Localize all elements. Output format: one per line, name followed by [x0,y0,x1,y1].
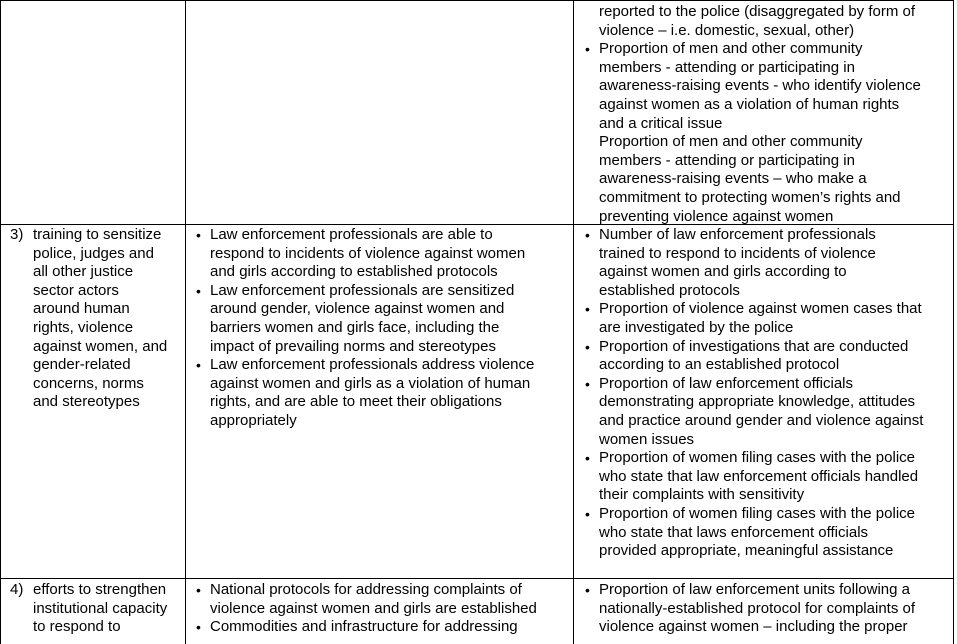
text-line: • Number of law enforcement professionals [599,226,876,243]
indicator-list [585,226,951,561]
row-4-indicators-cell [585,581,951,637]
outcome-item [196,618,570,637]
text-line: • National protocols for addressing complaints of [210,581,522,598]
text-line: women issues [599,430,695,448]
outcome-item [196,581,570,618]
text-line: gender-related [33,356,131,374]
text-line: • Proportion of investigations that are conducted [599,337,909,355]
text-line: • Proportion of violence against women cases that [599,300,922,318]
text-line: against women and girls as a violation of human [210,374,531,392]
text-line: • Proportion of law enforcement officials [599,374,854,392]
indicator-item [585,133,951,226]
text-line: around human [33,300,130,318]
text-line: and a critical issue [599,114,723,132]
text-line: trained to respond to incidents of violence [599,244,876,262]
text-line: all other justice [33,263,134,281]
indicator-list [585,581,951,637]
outcome-item [196,282,570,356]
indicator-item [585,40,951,133]
text-line: respond to incidents of violence against women [210,244,526,262]
text-line: awareness-raising events - who identify violence [599,77,921,95]
indicator-list [585,3,951,226]
table-border-top [0,0,954,1]
text-line: • Proportion of law enforcement units following a [599,581,911,598]
text-line: • Law enforcement professionals are able to [210,226,493,243]
table-border-right [953,0,954,644]
text-line: barriers women and girls face, including the [210,318,500,336]
text-line: violence – i.e. domestic, sexual, other) [599,21,855,39]
text-line: and stereotypes [33,393,140,411]
text-line: awareness-raising events – who make a [599,170,867,188]
text-line: nationally-established protocol for complaints of [599,599,916,617]
text-line: who state that laws enforcement officials [599,523,869,541]
text-line: rights, violence [33,318,134,336]
outcome-list [196,226,570,431]
indicator-item [585,300,951,337]
text-line: • Proportion of women filing cases with the police [599,504,915,522]
text-line: and practice around gender and violence against [599,411,924,429]
text-line: and girls according to established protocols [210,263,498,281]
text-line: who state that law enforcement officials handled [599,467,919,485]
indicator-item [585,375,951,449]
text-line: Proportion of men and other community [599,133,863,151]
text-line: provided appropriate, meaningful assistance [599,542,894,560]
text-line: are investigated by the police [599,318,794,336]
row-3-indicators-cell [585,226,951,561]
text-line: sector actors [33,281,119,299]
column-divider-2 [573,0,574,644]
row-4-outcomes-cell [196,581,570,637]
text-line: according to an established protocol [599,356,840,374]
text-line: members - attending or participating in [599,58,855,76]
text-line: institutional capacity [33,599,168,617]
text-line: reported to the police (disaggregated by form of [599,3,916,20]
item-number: 4) [10,581,24,598]
outcome-list [196,581,570,637]
text-line: their complaints with sensitivity [599,486,805,504]
indicator-item [585,449,951,505]
text-line: efforts to strengthen [33,581,167,598]
text-line: training to sensitize [33,226,162,243]
text-line: demonstrating appropriate knowledge, attitudes [599,393,916,411]
indicator-item [585,338,951,375]
item-number: 3) [10,226,24,243]
text-line: members - attending or participating in [599,151,855,169]
text-line: • Law enforcement professionals are sensitized [210,281,515,299]
text-line: preventing violence against women [599,207,834,225]
text-line: against women as a violation of human rights [599,95,900,113]
indicator-item [585,581,951,637]
text-line: rights, and are able to meet their obligations [210,393,502,411]
outcome-item [196,356,570,430]
text-line: violence against women – including the proper [599,618,908,636]
text-line: concerns, norms [33,374,144,392]
text-line: impact of prevailing norms and stereotypes [210,337,496,355]
table-border-left [0,0,1,644]
row-3-outcomes-cell [196,226,570,431]
outcome-item [196,226,570,282]
row-divider-2 [0,578,954,579]
text-line: commitment to protecting women’s rights and [599,188,901,206]
row-0-indicators-cell [585,3,951,226]
text-line: established protocols [599,281,740,299]
text-line: • Proportion of women filing cases with the police [599,449,915,467]
text-line: • Law enforcement professionals address violence [210,356,535,374]
indicator-item [585,505,951,561]
text-line: around gender, violence against women and [210,300,505,318]
text-line: appropriately [210,411,297,429]
text-line: against women, and [33,337,168,355]
indicator-item [585,226,951,300]
text-line: • Proportion of men and other community [599,40,863,58]
text-line: police, judges and [33,244,154,262]
text-line: against women and girls according to [599,263,847,281]
text-line: to respond to [33,618,121,636]
text-line: violence against women and girls are established [210,599,537,617]
text-line: • Commodities and infrastructure for addressing [210,618,518,636]
indicator-item [585,3,951,40]
intervention-area-text [33,581,193,637]
intervention-area-text [33,226,193,412]
